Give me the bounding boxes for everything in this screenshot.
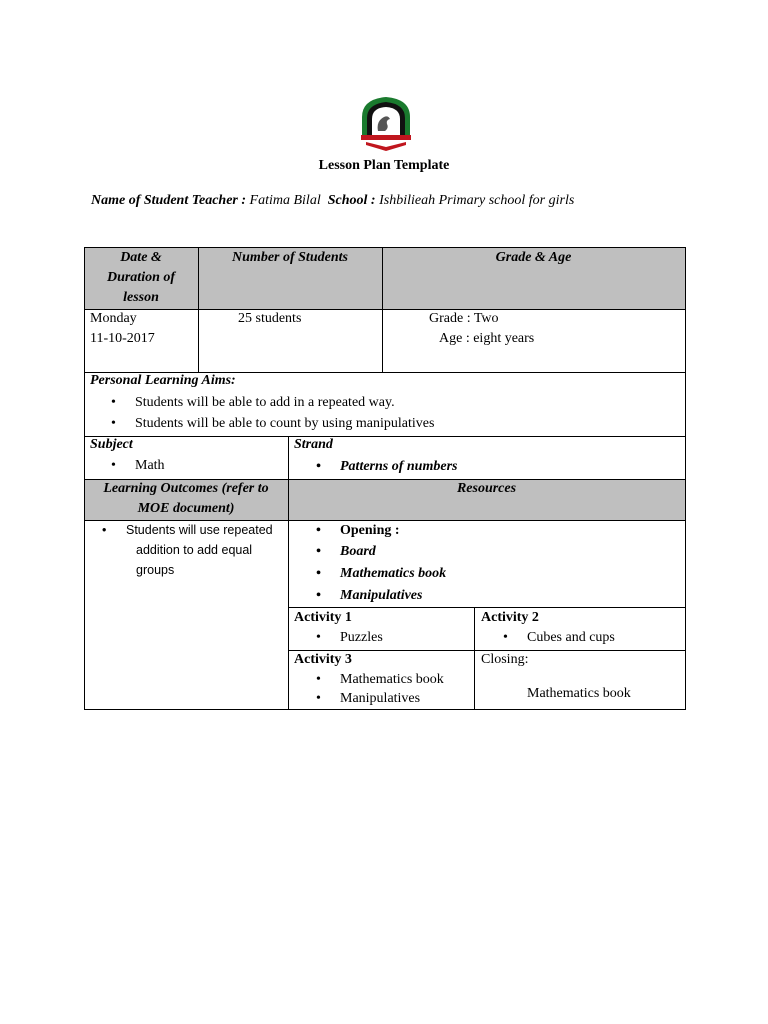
document-title: Lesson Plan Template [318,158,450,173]
school-name: Ishbilieah Primary school for girls [379,193,575,208]
age-value: Age : eight years [439,331,535,346]
activity-2-label: Activity 2 [481,610,539,625]
teacher-name: Fatima Bilal [249,193,321,208]
resources-header: Resources [456,481,517,496]
strand-value: • Patterns of numbers [340,457,457,477]
activity-1-label: Activity 1 [294,610,352,625]
grade-value: Grade : Two [429,311,499,326]
date-duration-header: Date & Duration of lesson [106,250,176,305]
activity-2-item: • Cubes and cups [527,628,615,648]
resource-item: • Board [340,542,376,562]
student-count: 25 students [238,311,302,326]
school-label: School [327,193,368,208]
aim-item: • Students will be able to add in a repeated way. [135,393,395,413]
outcome-item-cont: groups [136,563,175,577]
grade-age-header: Grade & Age [495,250,572,265]
students-header: Number of Students [232,250,348,265]
teacher-label: Name of Student Teacher : [91,193,247,208]
closing-label: Closing: [481,652,529,667]
resource-item: • Manipulatives [340,586,422,606]
strand-label: Strand [294,437,333,452]
resource-item: • Mathematics book [340,564,446,584]
lesson-day: Monday [90,311,137,326]
school-separator: : [367,193,376,208]
subject-value: • Math [135,456,165,476]
resource-item-opening: • Opening : [340,521,400,541]
activity-3-item: • Mathematics book [340,670,444,690]
closing-value: Mathematics book [527,686,631,701]
outcome-item: • Students will use repeated [126,521,273,540]
activity-1-item: • Puzzles [340,628,383,648]
aims-label: Personal Learning Aims: [90,373,236,388]
activity-3-item: • Manipulatives [340,689,420,709]
outcomes-header: Learning Outcomes (refer to MOE document) [103,481,269,516]
lesson-date: 11-10-2017 [90,331,155,346]
school-logo [358,95,414,153]
outcome-item-cont: addition to add equal [136,543,253,557]
subject-label: Subject [90,437,133,452]
aim-item: • Students will be able to count by using manipulatives [135,414,434,434]
teacher-school-line [91,193,574,209]
activity-3-label: Activity 3 [294,652,352,667]
